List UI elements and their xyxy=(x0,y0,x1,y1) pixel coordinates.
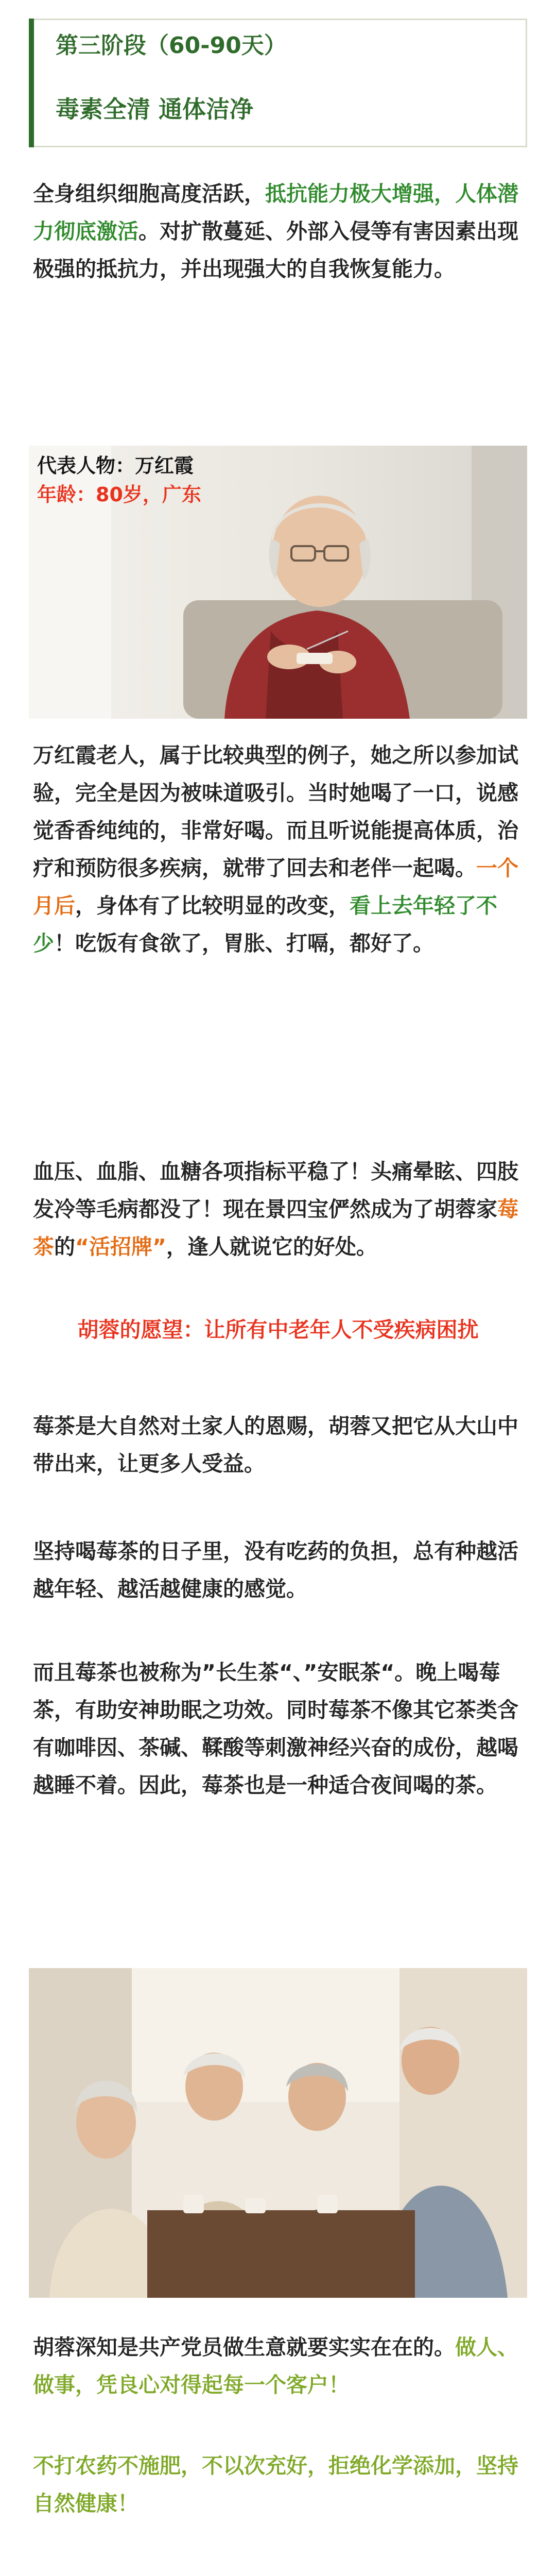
party-conscience: 做人、做事，凭良心对得起每一个客户！ xyxy=(33,2335,518,2397)
intro-text-c: 。对扩散蔓延、外部入侵等有害因素出现极强的抵抗力，并出现强大的自我恢复能力。 xyxy=(33,219,518,281)
stage-title: 第三阶段（60-90天） xyxy=(56,32,287,59)
intro-highlight: 抵抗能力极大增强，人体潜力彻底激活 xyxy=(33,181,518,244)
intro-text-a: 全身组织细胞高度活跃， xyxy=(33,181,265,206)
story2-text-a: 血压、血脂、血糖各项指标平稳了！头痛晕眩、四肢发冷等毛病都没了！现在景四宝俨然成为了胡蓉家 xyxy=(33,1159,518,1222)
elderly-group-image xyxy=(29,1968,527,2298)
story2-tea: 莓茶 xyxy=(33,1197,518,1259)
story-text-c: ，身体有了比较明显的改变， xyxy=(75,893,350,918)
tea-paragraph-1: 莓茶是大自然对土家人的恩赐，胡蓉又把它从大山中带出来，让更多人受益。 xyxy=(33,1414,518,1476)
party-paragraph-1 xyxy=(33,2329,523,2404)
stage-subtitle: 毒素全清 通体洁净 xyxy=(56,95,254,123)
wish-heading: 胡蓉的愿望：让所有中老年人不受疾病困扰 xyxy=(77,1317,479,1342)
photo-tea-gathering xyxy=(29,1968,527,2298)
elderly-woman-image xyxy=(29,446,527,719)
story-paragraph-2 xyxy=(33,1153,523,1266)
caption-name: 代表人物：万红霞 xyxy=(37,454,194,477)
story2-sign: “活招牌” xyxy=(75,1234,166,1259)
caption-age: 年龄：80岁，广东 xyxy=(37,483,201,506)
story-one-month: 一个月后 xyxy=(33,856,518,918)
stage-accent-bar xyxy=(29,19,34,147)
story2-text-c: 的 xyxy=(54,1234,75,1259)
tea-paragraph-2: 坚持喝莓茶的日子里，没有吃药的负担，总有种越活越年轻、越活越健康的感觉。 xyxy=(33,1539,518,1601)
story-younger: 看上去年轻了不少 xyxy=(33,893,497,956)
story-paragraph-1 xyxy=(33,737,523,962)
intro-paragraph xyxy=(33,175,523,288)
story-text-a: 万红霞老人，属于比较典型的例子，她之所以参加试验，完全是因为被味道吸引。当时她喝了一口，说感觉香香纯纯的，非常好喝。而且听说能提高体质，治疗和预防很多疾病，就带了回去和老伴一起喝。 xyxy=(33,743,518,880)
tea-paragraph-3: 而且莓茶也被称为”长生茶“、”安眠茶“。晚上喝莓茶，有助安神助眠之功效。同时莓茶不像其它茶类含有咖啡因、茶碱、鞣酸等刺激神经兴奋的成份，越喝越睡不着。因此，莓茶也是一种适合夜间喝的茶。 xyxy=(33,1660,518,1798)
photo-wan-hongxia xyxy=(29,446,527,719)
party-paragraph-2: 不打农药不施肥，不以次充好，拒绝化学添加，坚持自然健康！ xyxy=(33,2453,518,2516)
story2-text-e: ，逢人就说它的好处。 xyxy=(166,1234,377,1259)
story-text-e: ！吃饭有食欲了，胃胀、打嗝，都好了。 xyxy=(54,931,434,956)
party-text-a: 胡蓉深知是共产党员做生意就要实实在在的。 xyxy=(33,2335,455,2360)
